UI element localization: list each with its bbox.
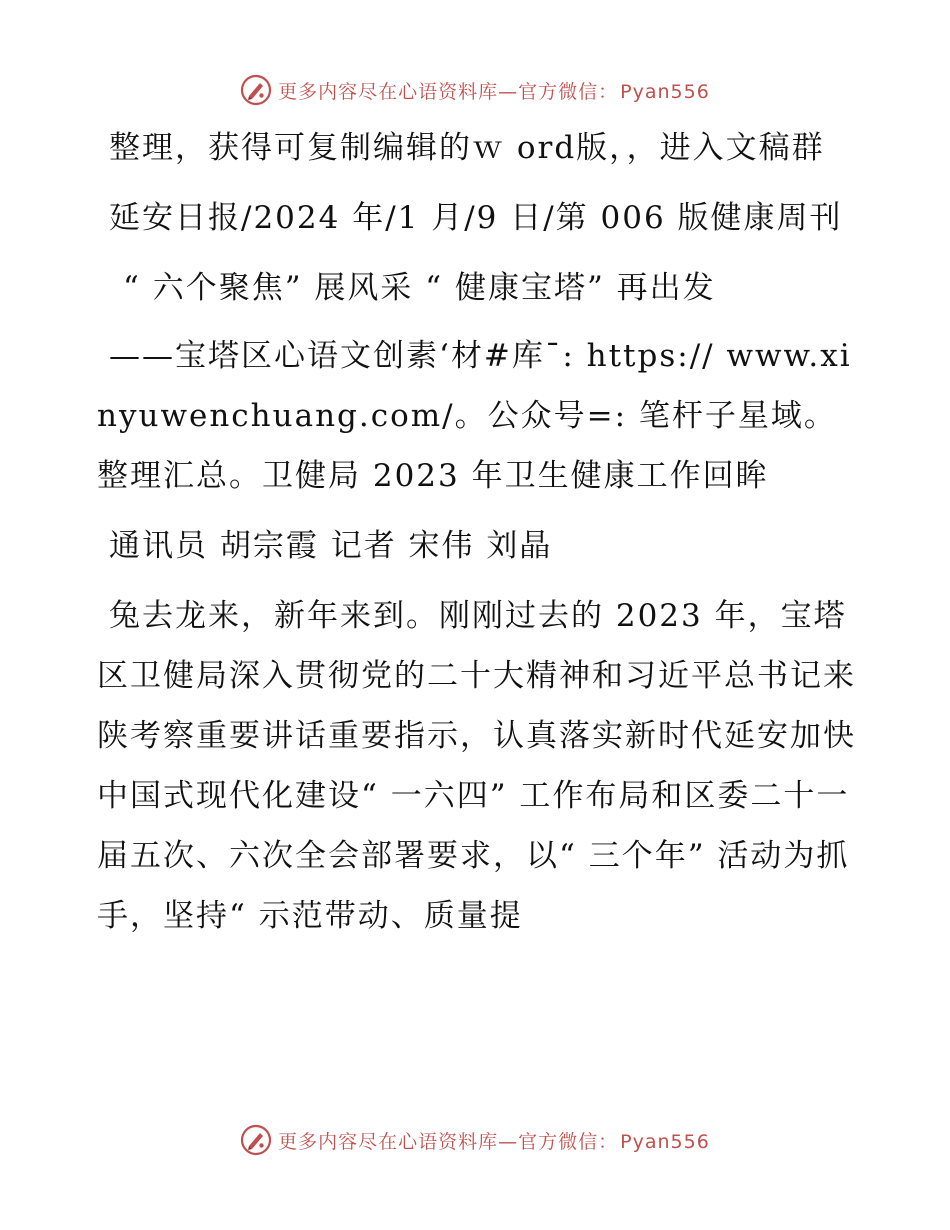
source-line: 延安日报/2024 年/1 月/9 日/第 006 版健康周刊 — [109, 200, 843, 236]
pen-seal-icon — [240, 74, 272, 106]
article-title: “ 六个聚焦” 展风采 “ 健康宝塔” 再出发 — [123, 270, 716, 306]
watermark-text: 更多内容尽在心语资料库—官方微信： Pyan556 — [278, 80, 710, 103]
pen-seal-icon — [240, 1124, 272, 1156]
intro-line: 整理，获得可复制编辑的ｗ ord版，，进入文稿群 — [109, 130, 825, 166]
article-subtitle: ——宝塔区心语文创素‘材#库¯: https:// www.xinyuwenchuang.com/。公众号=: 笔杆子星域。整理汇总。卫健局 2023 年卫生健康工作回眸 — [97, 338, 852, 494]
footer-watermark — [0, 1120, 950, 1160]
byline: 通讯员 胡宗霞 记者 宋伟 刘晶 — [109, 528, 553, 564]
watermark-text: 更多内容尽在心语资料库—官方微信： Pyan556 — [278, 1130, 710, 1153]
document-body — [97, 118, 857, 956]
body-paragraph: 兔去龙来，新年来到。刚刚过去的 2023 年，宝塔区卫健局深入贯彻党的二十大精神和习近平总书记来陕考察重要讲话重要指示，认真落实新时代延安加快中国式现代化建设“ 一六四” 工作布局和区委二十一届五次、六次全会部署要求，以“ 三个年” 活动为抓手，坚持“ 示范带动、质量提 — [97, 598, 856, 934]
header-watermark — [0, 70, 950, 110]
